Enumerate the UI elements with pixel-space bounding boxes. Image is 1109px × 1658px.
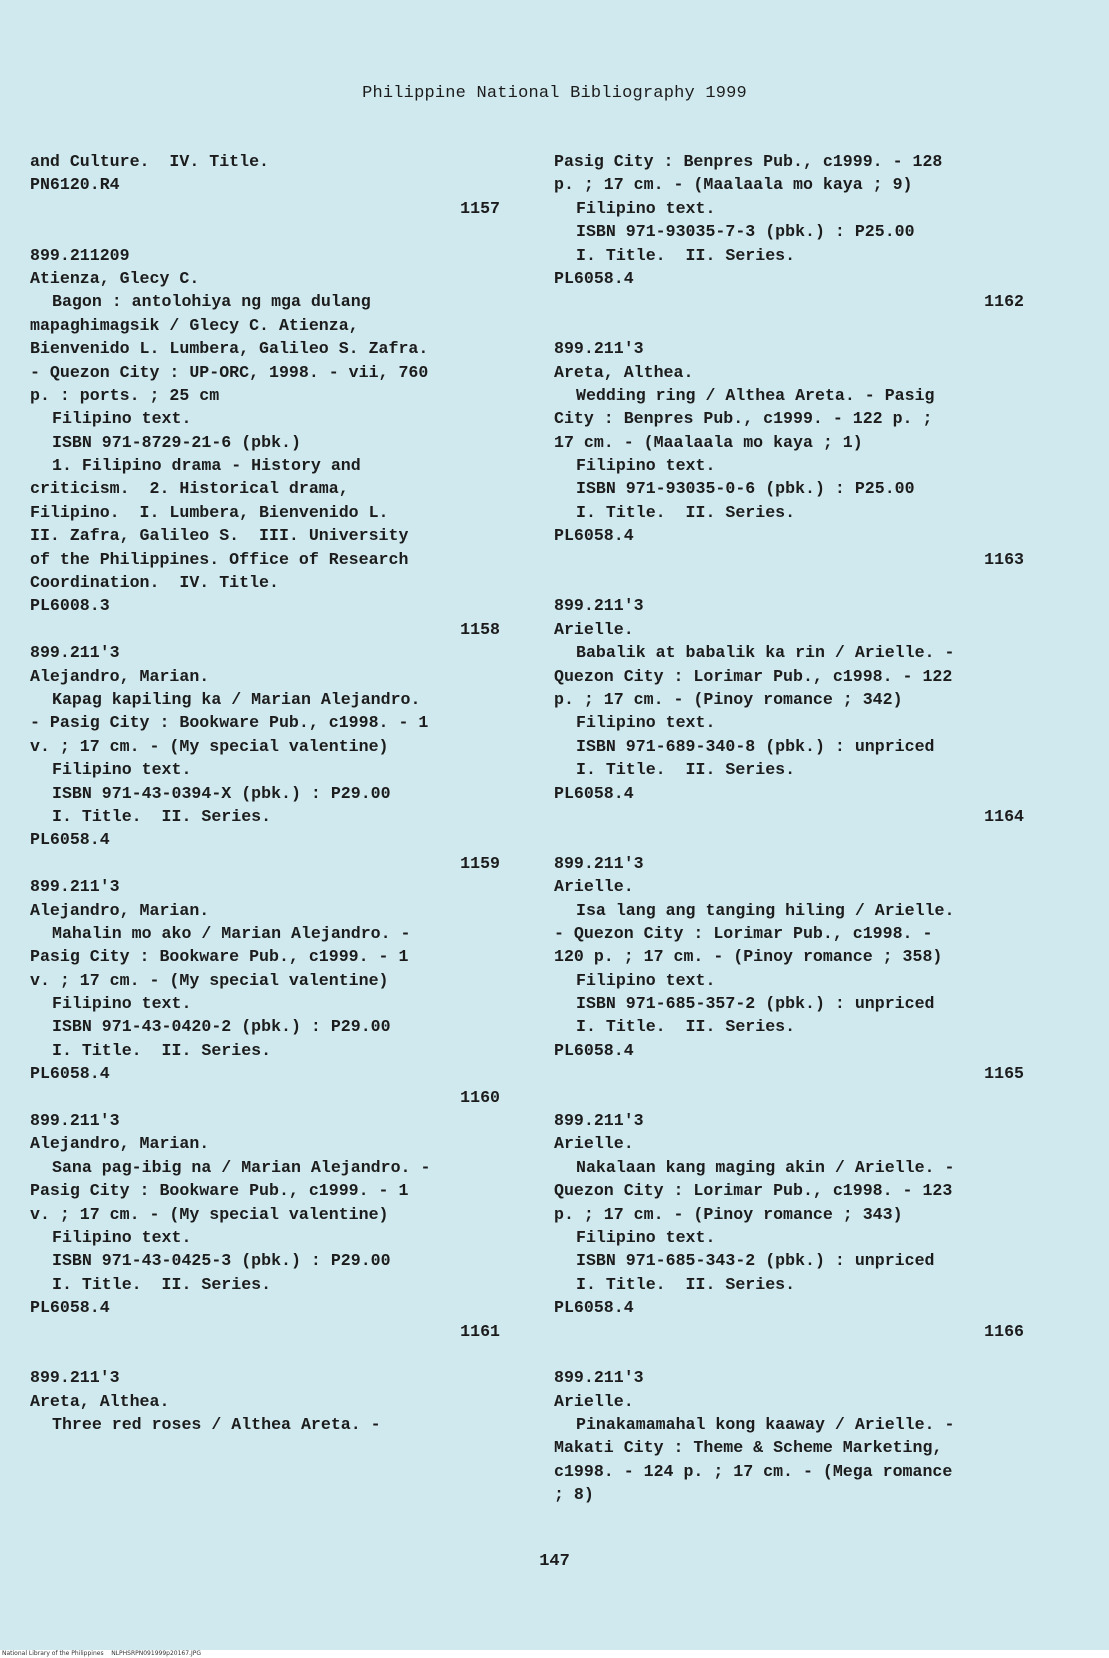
entry-line: ISBN 971-43-0425-3 (pbk.) : P29.00 xyxy=(52,1251,391,1271)
entry-number: 1158 xyxy=(460,619,500,639)
entry-line: p. ; 17 cm. - (Pinoy romance ; 343) xyxy=(554,1204,903,1224)
entry-line: 899.211'3 xyxy=(554,1368,644,1388)
entry-line: Filipino text. xyxy=(52,760,192,780)
entry-line: 899.211'3 xyxy=(554,853,644,873)
entry-line: PL6058.4 xyxy=(30,830,110,850)
entry-line: v. ; 17 cm. - (My special valentine) xyxy=(30,1204,389,1224)
entry-line: 899.211'3 xyxy=(554,339,644,359)
entry-line: Filipino text. xyxy=(576,198,716,218)
entry-line: Bienvenido L. Lumbera, Galileo S. Zafra. xyxy=(30,339,429,359)
entry-line: I. Title. II. Series. xyxy=(576,245,796,265)
entry-number: 1157 xyxy=(460,198,500,218)
entry-line: v. ; 17 cm. - (My special valentine) xyxy=(30,736,389,756)
entry-line: I. Title. II. Series. xyxy=(52,1040,272,1060)
entry-line: v. ; 17 cm. - (My special valentine) xyxy=(30,970,389,990)
entry-line: p. ; 17 cm. - (Pinoy romance ; 342) xyxy=(554,689,903,709)
entry-line: Isa lang ang tanging hiling / Arielle. xyxy=(576,900,955,920)
entry-line: Filipino text. xyxy=(576,456,716,476)
entry-number: 1159 xyxy=(460,853,500,873)
blank-line xyxy=(554,571,1024,594)
entry-line: Arielle. xyxy=(554,1134,634,1154)
entry-line: Sana pag-ibig na / Marian Alejandro. - xyxy=(52,1157,431,1177)
entry-line: Areta, Althea. xyxy=(30,1391,170,1411)
entry-line: PL6058.4 xyxy=(554,1040,634,1060)
entry-line: Arielle. xyxy=(554,619,634,639)
entry-line: Kapag kapiling ka / Marian Alejandro. xyxy=(52,689,421,709)
entry-line: 899.211'3 xyxy=(30,1368,120,1388)
entry-line: PN6120.R4 xyxy=(30,175,120,195)
entry-line: Filipino text. xyxy=(576,713,716,733)
entry-number: 1165 xyxy=(984,1064,1024,1084)
entry-line: 120 p. ; 17 cm. - (Pinoy romance ; 358) xyxy=(554,947,943,967)
blank-line xyxy=(554,1086,1024,1109)
entry-line: 1. Filipino drama - History and xyxy=(52,456,361,476)
entry-line: Filipino text. xyxy=(52,409,192,429)
entry-number: 1163 xyxy=(984,549,1024,569)
entry-line: PL6008.3 xyxy=(30,596,110,616)
entry-line: Makati City : Theme & Scheme Marketing, xyxy=(554,1438,943,1458)
entry-line: - Quezon City : UP-ORC, 1998. - vii, 760 xyxy=(30,362,429,382)
entry-line: Alejandro, Marian. xyxy=(30,900,210,920)
entry-line: Filipino text. xyxy=(576,1227,716,1247)
entry-line: Arielle. xyxy=(554,877,634,897)
entry-line: Wedding ring / Althea Areta. - Pasig xyxy=(576,385,935,405)
blank-line xyxy=(554,1343,1024,1366)
right-column xyxy=(554,150,1024,1507)
entry-line: Quezon City : Lorimar Pub., c1998. - 122 xyxy=(554,666,953,686)
entry-line: 17 cm. - (Maalaala mo kaya ; 1) xyxy=(554,432,863,452)
entry-line: ISBN 971-43-0420-2 (pbk.) : P29.00 xyxy=(52,1017,391,1037)
entry-number: 1164 xyxy=(984,806,1024,826)
entry-line: Coordination. IV. Title. xyxy=(30,573,279,593)
entry-line: Filipino text. xyxy=(52,994,192,1014)
entry-line: ISBN 971-93035-7-3 (pbk.) : P25.00 xyxy=(576,222,915,242)
entry-line: PL6058.4 xyxy=(554,783,634,803)
entry-line: Filipino text. xyxy=(576,970,716,990)
entry-line: PL6058.4 xyxy=(554,268,634,288)
entry-line: ISBN 971-689-340-8 (pbk.) : unpriced xyxy=(576,736,935,756)
entry-line: c1998. - 124 p. ; 17 cm. - (Mega romance xyxy=(554,1461,953,1481)
entry-line: PL6058.4 xyxy=(554,526,634,546)
entry-line: criticism. 2. Historical drama, xyxy=(30,479,349,499)
entry-line: ; 8) xyxy=(554,1485,594,1505)
entry-number: 1161 xyxy=(460,1321,500,1341)
entry-line: Atienza, Glecy C. xyxy=(30,268,200,288)
entry-line: p. : ports. ; 25 cm xyxy=(30,385,220,405)
entry-line: 899.211'3 xyxy=(554,1111,644,1131)
entry-line: I. Title. II. Series. xyxy=(52,1274,272,1294)
entry-line: Babalik at babalik ka rin / Arielle. - xyxy=(576,643,955,663)
entry-line: p. ; 17 cm. - (Maalaala mo kaya ; 9) xyxy=(554,175,913,195)
entry-line: Alejandro, Marian. xyxy=(30,666,210,686)
entry-line: ISBN 971-43-0394-X (pbk.) : P29.00 xyxy=(52,783,391,803)
entry-number: 1162 xyxy=(984,292,1024,312)
entry-line: Pasig City : Bookware Pub., c1999. - 1 xyxy=(30,1181,409,1201)
blank-line xyxy=(30,1343,500,1366)
entry-line: I. Title. II. Series. xyxy=(576,760,796,780)
left-column xyxy=(30,150,500,1436)
entry-line: Bagon : antolohiya ng mga dulang xyxy=(52,292,371,312)
entry-line: 899.211'3 xyxy=(30,1111,120,1131)
entry-line: Areta, Althea. xyxy=(554,362,694,382)
entry-line: PL6058.4 xyxy=(30,1298,110,1318)
page-number: 147 xyxy=(539,1552,570,1571)
entry-line: Quezon City : Lorimar Pub., c1998. - 123 xyxy=(554,1181,953,1201)
entry-line: Filipino text. xyxy=(52,1227,192,1247)
entry-line: 899.211'3 xyxy=(30,877,120,897)
entry-line: 899.211'3 xyxy=(554,596,644,616)
entry-line: Mahalin mo ako / Marian Alejandro. - xyxy=(52,923,411,943)
blank-line xyxy=(554,828,1024,851)
entry-line: Alejandro, Marian. xyxy=(30,1134,210,1154)
entry-line: PL6058.4 xyxy=(554,1298,634,1318)
page-title: Philippine National Bibliography 1999 xyxy=(362,84,747,103)
entry-line: - Pasig City : Bookware Pub., c1998. - 1 xyxy=(30,713,429,733)
entry-number: 1160 xyxy=(460,1087,500,1107)
entry-line: II. Zafra, Galileo S. III. University xyxy=(30,526,409,546)
blank-line xyxy=(30,220,500,243)
entry-line: mapaghimagsik / Glecy C. Atienza, xyxy=(30,315,359,335)
entry-line: Pasig City : Benpres Pub., c1999. - 128 xyxy=(554,152,943,171)
entry-line: Filipino. I. Lumbera, Bienvenido L. xyxy=(30,502,389,522)
entry-line: PL6058.4 xyxy=(30,1064,110,1084)
entry-line: I. Title. II. Series. xyxy=(576,502,796,522)
entry-line: Nakalaan kang maging akin / Arielle. - xyxy=(576,1157,955,1177)
entry-line: ISBN 971-93035-0-6 (pbk.) : P25.00 xyxy=(576,479,915,499)
entry-line: Pinakamamahal kong kaaway / Arielle. - xyxy=(576,1415,955,1435)
entry-line: I. Title. II. Series. xyxy=(52,806,272,826)
entry-line: Arielle. xyxy=(554,1391,634,1411)
entry-line: and Culture. IV. Title. xyxy=(30,152,269,171)
entry-line: 899.211209 xyxy=(30,245,130,265)
blank-line xyxy=(554,314,1024,337)
entry-number: 1166 xyxy=(984,1321,1024,1341)
entry-line: of the Philippines. Office of Research xyxy=(30,549,409,569)
scan-footer: National Library of the Philippines NLPHSRPN091999p20167.JPG xyxy=(0,1650,1109,1658)
entry-line: City : Benpres Pub., c1999. - 122 p. ; xyxy=(554,409,933,429)
entry-line: ISBN 971-685-343-2 (pbk.) : unpriced xyxy=(576,1251,935,1271)
entry-line: ISBN 971-685-357-2 (pbk.) : unpriced xyxy=(576,994,935,1014)
entry-line: 899.211'3 xyxy=(30,643,120,663)
entry-line: I. Title. II. Series. xyxy=(576,1274,796,1294)
entry-line: Pasig City : Bookware Pub., c1999. - 1 xyxy=(30,947,409,967)
entry-line: I. Title. II. Series. xyxy=(576,1017,796,1037)
entry-line: Three red roses / Althea Areta. - xyxy=(52,1415,381,1435)
entry-line: - Quezon City : Lorimar Pub., c1998. - xyxy=(554,923,933,943)
entry-line: ISBN 971-8729-21-6 (pbk.) xyxy=(52,432,301,452)
